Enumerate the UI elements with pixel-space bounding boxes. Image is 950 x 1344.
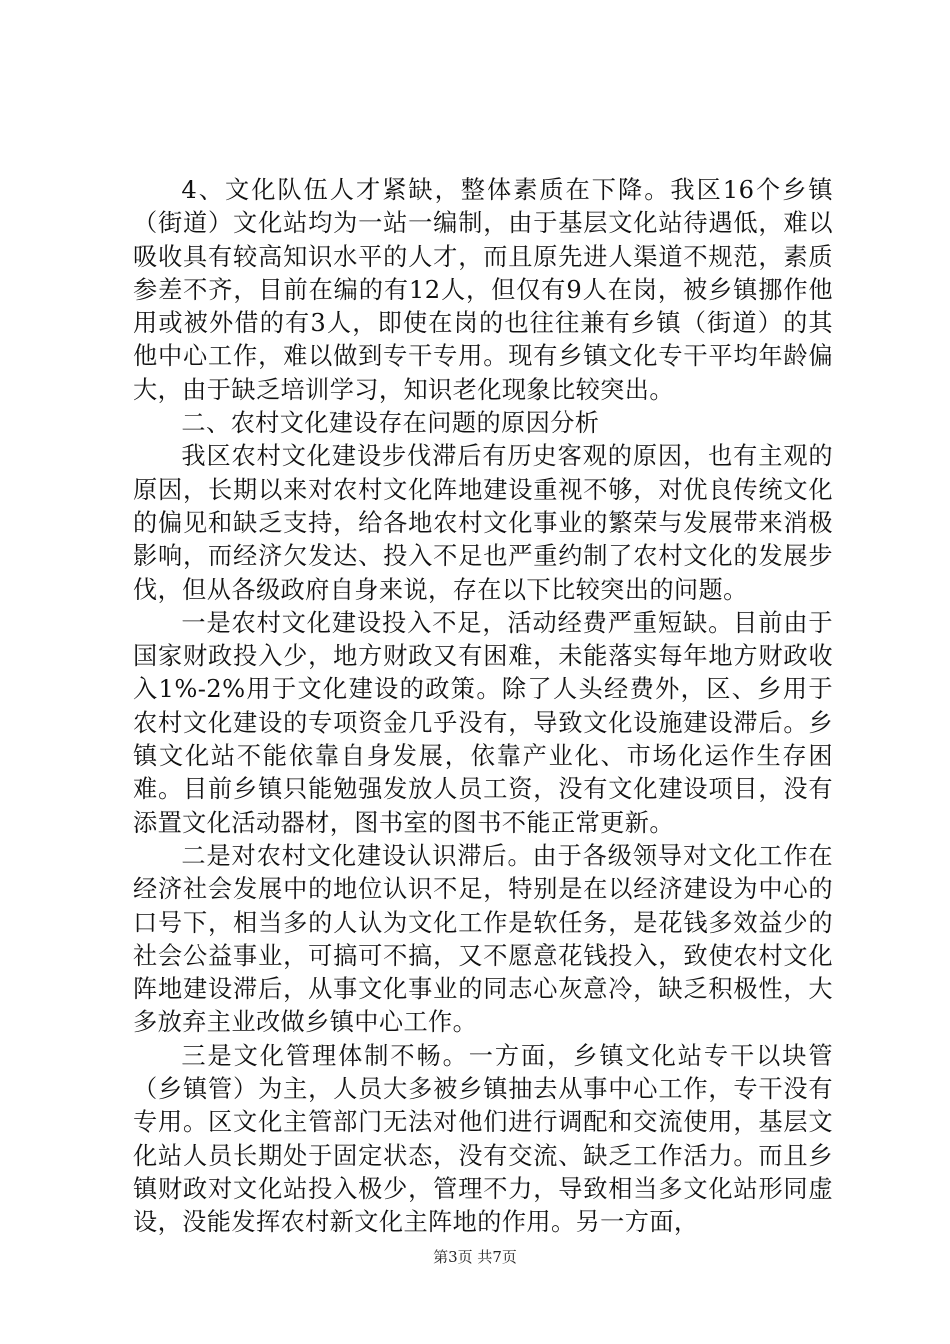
paragraph-insufficient-investment: 一是农村文化建设投入不足，活动经费严重短缺。目前由于国家财政投入少，地方财政又有困难，未能落实每年地方财政收入1%-2%用于文化建设的政策。除了人头经费外，区、乡用于农村文化建设的专项资金几乎没有，导致文化设施建设滞后。乡镇文化站不能依靠自身发展，依靠产业化、市场化运作生存困难。目前乡镇只能勉强发放人员工资，没有文化建设项目，没有添置文化活动器材，图书室的图书不能正常更新。 xyxy=(133,608,833,837)
page-number-footer: 第3页 共7页 xyxy=(433,1248,517,1266)
paragraph-lagging-awareness: 二是对农村文化建设认识滞后。由于各级领导对文化工作在经济社会发展中的地位认识不足，特别是在以经济建设为中心的口号下，相当多的人认为文化工作是软任务，是花钱多效益少的社会公益事业，可搞可不搞，又不愿意花钱投入，致使农村文化阵地建设滞后，从事文化事业的同志心灰意冷，缺乏积极性，大多放弃主业改做乡镇中心工作。 xyxy=(133,841,833,1037)
document-body xyxy=(133,174,833,1240)
paragraph-management-system: 三是文化管理体制不畅。一方面，乡镇文化站专干以块管（乡镇管）为主，人员大多被乡镇抽去从事中心工作，专干没有专用。区文化主管部门无法对他们进行调配和交流使用，基层文化站人员长期处于固定状态，没有交流、缺乏工作活力。而且乡镇财政对文化站投入极少，管理不力，导致相当多文化站形同虚设，没能发挥农村新文化主阵地的作用。另一方面， xyxy=(133,1041,833,1237)
section-heading-cause-analysis: 二、农村文化建设存在问题的原因分析 xyxy=(181,409,600,438)
paragraph-talent-shortage: 4、文化队伍人才紧缺，整体素质在下降。我区16个乡镇（街道）文化站均为一站一编制，由于基层文化站待遇低，难以吸收具有较高知识水平的人才，而且原先进人渠道不规范，素质参差不齐，目前在编的有12人，但仅有9人在岗，被乡镇挪作他用或被外借的有3人，即使在岗的也往往兼有乡镇（街道）的其他中心工作，难以做到专干专用。现有乡镇文化专干平均年龄偏大，由于缺乏培训学习，知识老化现象比较突出。 xyxy=(133,176,833,404)
paragraph-cause-overview: 我区农村文化建设步伐滞后有历史客观的原因，也有主观的原因，长期以来对农村文化阵地建设重视不够，对优良传统文化的偏见和缺乏支持，给各地农村文化事业的繁荣与发展带来消极影响，而经济欠发达、投入不足也严重约制了农村文化的发展步伐，但从各级政府自身来说，存在以下比较突出的问题。 xyxy=(133,442,833,604)
